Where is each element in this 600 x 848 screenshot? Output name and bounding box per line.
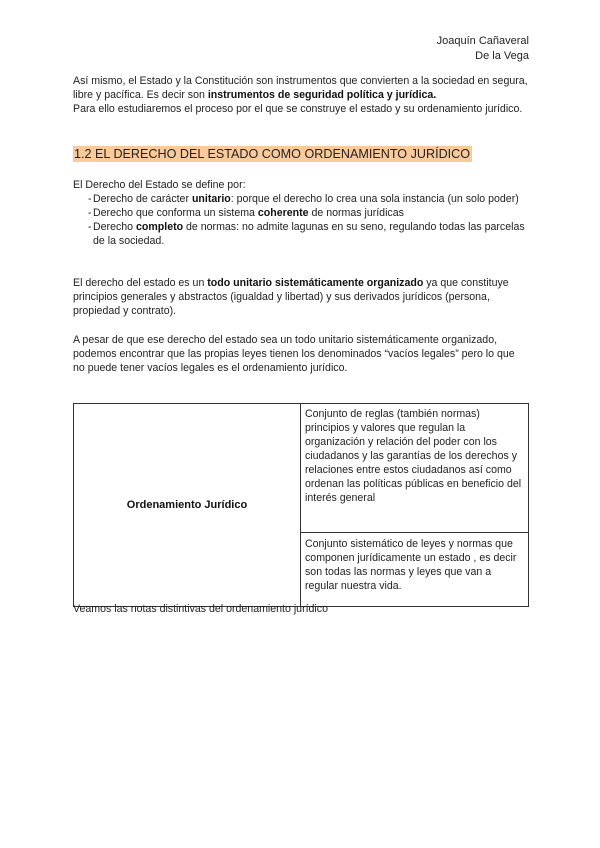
definition-table (73, 403, 529, 607)
intro-paragraph (73, 74, 529, 116)
table-row (74, 404, 529, 533)
author-name: Joaquín Cañaveral (436, 35, 529, 47)
list-item: - Derecho que conforma un sistema coherente de normas jurídicas (73, 206, 529, 220)
definition-list (73, 192, 529, 248)
table-definition-cell: Conjunto de reglas (también normas) principios y valores que regulan la organización y relación del poder con los ciudadanos y las garantías de los derechos y relaciones entre estos ciudadanos así como ordenan las políticas públicas en beneficio del interés general (301, 404, 529, 533)
closing-paragraph: Veamos las notas distintivas del ordenamiento jurídico (73, 603, 328, 615)
page-header (437, 34, 529, 64)
legal-gaps-paragraph: A pesar de que ese derecho del estado sea un todo unitario sistemáticamente organizado, podemos encontrar que las propias leyes tienen los denominados “vacíos legales” pero lo que no puede tener vacíos legales es el ordenamiento jurídico. (73, 334, 515, 374)
definition-block (73, 178, 529, 248)
definition-lead: El Derecho del Estado se define por: (73, 179, 246, 191)
intro-text: Así mismo, el Estado y la Constitución son instrumentos que convierten a la sociedad en segura, libre y pacífica. Es decir son instrumentos de seguridad política y jurídica. (73, 75, 528, 101)
section-heading (73, 146, 472, 162)
list-item: - Derecho completo de normas: no admite lagunas en su seno, regulando todas las parcelas de la sociedad. (73, 220, 529, 248)
unitary-bold-phrase: todo unitario sistemáticamente organizado (207, 277, 424, 289)
table-term-cell: Ordenamiento Jurídico (74, 404, 301, 607)
list-item: - Derecho de carácter unitario: porque el derecho lo crea una sola instancia (un solo poder) (73, 192, 529, 206)
section-heading-text: 1.2 EL DERECHO DEL ESTADO COMO ORDENAMIENTO JURÍDICO (74, 147, 471, 161)
author-surname: De la Vega (475, 50, 529, 62)
intro-bold-phrase: instrumentos de seguridad política y jurídica. (207, 89, 437, 101)
intro-text-2: Para ello estudiaremos el proceso por el que se construye el estado y su ordenamiento jurídico. (73, 103, 523, 115)
table-definition-cell: Conjunto sistemático de leyes y normas que componen jurídicamente un estado , es decir son todas las normas y leyes que van a regular nuestra vida. (301, 533, 529, 607)
unitary-paragraph: El derecho del estado es un todo unitario sistemáticamente organizado ya que constituye principios generales y abstractos (igualdad y libertad) y sus derivados jurídicos (persona, propiedad y contrato). (73, 277, 509, 317)
